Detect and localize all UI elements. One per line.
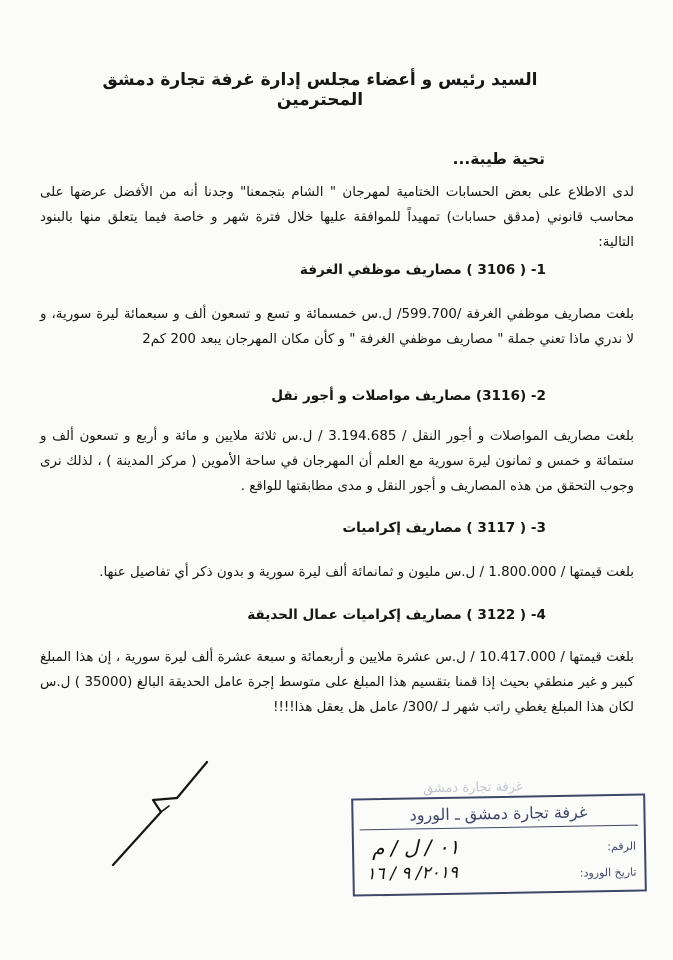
greeting: تحية طيبة...: [452, 150, 545, 168]
stamp-date-label: تاريخ الورود:: [579, 865, 637, 880]
item-heading: 3- ( 3117 ) مصاريف إكراميات: [342, 520, 546, 536]
stamp-date-value: ٢٠١٩/ ٩ / ١٦: [366, 862, 459, 885]
stamp-ghost-text: غرفة تجارة دمشق: [422, 779, 523, 797]
item-heading: 1- ( 3106 ) مصاريف موظفي الغرفة: [299, 262, 546, 278]
received-stamp: [351, 779, 647, 896]
stamp-number-value: ٠١ / ل / م: [371, 834, 460, 861]
letter-title: السيد رئيس و أعضاء مجلس إدارة غرفة تجارة دمشق المحترمين: [102, 70, 538, 110]
intro-paragraph: لدى الاطلاع على بعض الحسابات الختامية لمهرجان " الشام بتجمعنا" وجدنا أنه من الأفضل عرضها على محاسب قانوني (مدقق حسابات) تمهيداً للموافقة عليها خلال فترة شهر و خاصة فيما يتعلق منها بالبنود التالية:: [40, 185, 634, 250]
item-body: بلغت قيمتها / 1.800.000 / ل.س مليون و ثمانمائة ألف ليرة سورية و بدون ذكر أي تفاصيل عنها.: [99, 565, 634, 580]
item-body: بلغت مصاريف موظفي الغرفة /599.700/ ل.س خمسمائة و تسع و تسعون ألف و سبعمائة ليرة سورية، و لا ندري ماذا تعني جملة " مصاريف موظفي الغرفة " و كأن مكان المهرجان يبعد 200 كم2: [40, 307, 634, 347]
item-heading: 4- ( 3122 ) مصاريف إكراميات عمال الحديقة: [247, 607, 546, 623]
item-body: بلغت مصاريف المواصلات و أجور النقل / 3.194.685 / ل.س ثلاثة ملايين و مائة و أربع و تسعون ألف و ستمائة و خمس و ثمانون ليرة سورية مع العلم أن المهرجان في ساحة الأموين ( مركز المدينة ) ، لذلك نرى وجوب التحقق من هذه المصاريف و أجور النقل و مدى مطابقتها للواقع .: [40, 429, 634, 494]
stamp-number-label: الرقم:: [607, 839, 637, 854]
stamp-organization: غرفة تجارة دمشق ـ الورود: [359, 802, 637, 831]
item-heading: 2- (3116) مصاريف مواصلات و أجور نقل: [271, 388, 546, 404]
handwritten-signature: [95, 740, 235, 870]
item-body: بلغت قيمتها / 10.417.000 / ل.س عشرة ملايين و أربعمائة و سبعة عشرة ألف ليرة سورية ، إن هذا المبلغ كبير و غير منطقي بحيث إذا قمنا بتقسيم هذا المبلغ على متوسط إجرة عامل الحديقة البالغ (35000 ) ل.س لكان هذا المبلغ يغطي راتب شهر لـ /300/ عامل هل يعقل هذا!!!!: [40, 650, 634, 715]
